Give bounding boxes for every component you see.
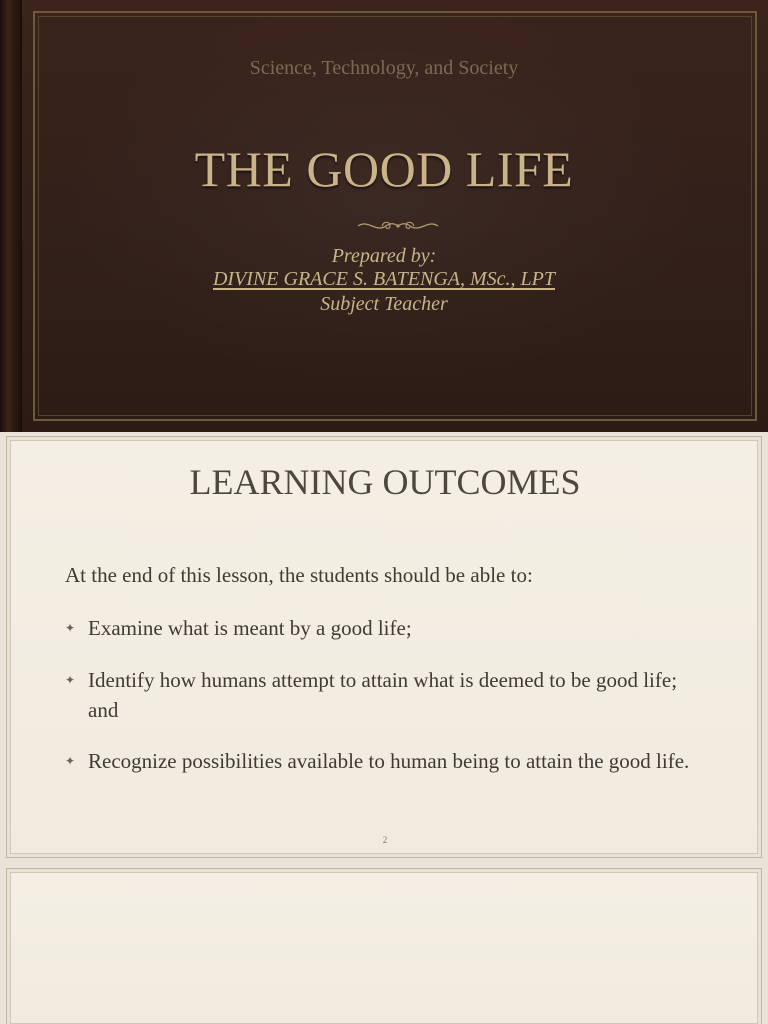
slide-title: LEARNING OUTCOMES xyxy=(189,462,581,502)
list-item xyxy=(65,746,705,776)
bullet-diamond-icon: ✦ xyxy=(65,621,76,635)
list-item-text: Identify how humans attempt to attain what is deemed to be good life; and xyxy=(88,668,678,722)
bullet-diamond-icon: ✦ xyxy=(65,754,76,768)
presentation-title: THE GOOD LIFE xyxy=(194,141,574,197)
ornament-flourish-icon xyxy=(354,215,442,237)
list-item-text: Examine what is meant by a good life; xyxy=(88,616,412,640)
list-item xyxy=(65,613,705,643)
intro-text: At the end of this lesson, the students should be able to: xyxy=(65,563,533,587)
page-number: 2 xyxy=(382,835,388,845)
prepared-by-label: Prepared by: xyxy=(331,245,437,267)
list-item-text: Recognize possibilities available to human being to attain the good life. xyxy=(88,749,690,773)
author-name: DIVINE GRACE S. BATENGA, MSc., LPT xyxy=(212,268,555,290)
list-item xyxy=(65,665,705,725)
bullet-diamond-icon: ✦ xyxy=(65,673,76,687)
title-slide xyxy=(0,0,768,432)
course-subtitle: Science, Technology, and Society xyxy=(249,57,519,79)
author-role: Subject Teacher xyxy=(320,293,448,315)
learning-outcomes-slide xyxy=(6,436,762,858)
next-slide xyxy=(6,868,762,1024)
